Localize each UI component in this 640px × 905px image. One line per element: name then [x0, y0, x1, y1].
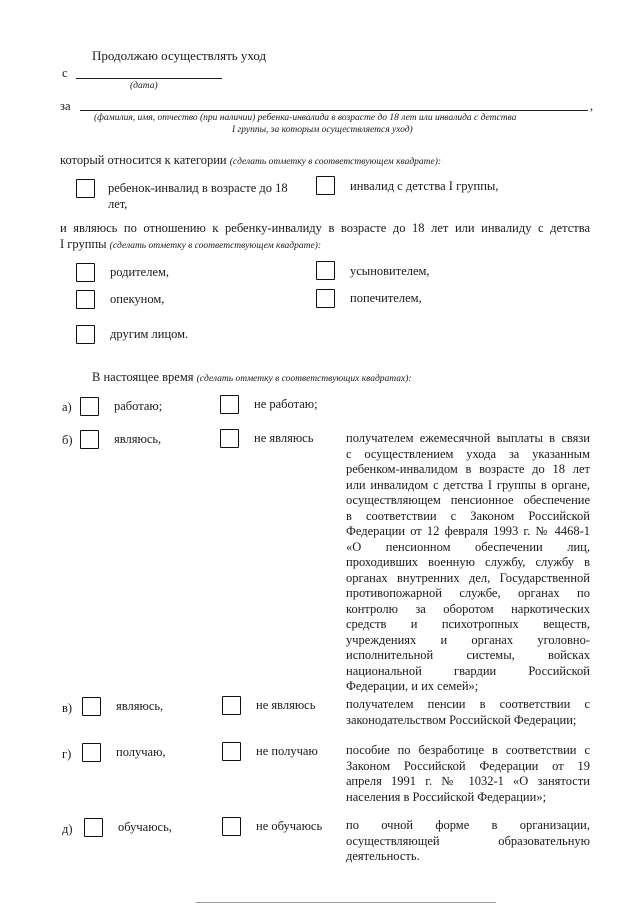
- for-label: за: [60, 99, 71, 113]
- status-row-b-yes-label: являюсь,: [114, 432, 162, 446]
- person-name-input-line[interactable]: [80, 110, 588, 111]
- description-line: «О пенсионном обеспечении лиц,: [346, 539, 590, 554]
- description-line: осуществляющем пенсионное обеспечение: [346, 493, 590, 507]
- description-line: или инвалидом с детства I группы в органе,: [346, 477, 590, 492]
- description-line: апреля 1991 г. № 1032-1 «О занятости: [346, 774, 590, 788]
- status-row-b-yes-checkbox[interactable]: [80, 430, 99, 449]
- description-line: осуществляющей образовательную: [346, 833, 590, 848]
- status-row-e-description: [346, 818, 590, 865]
- status-row-d-no-checkbox[interactable]: [222, 742, 241, 761]
- relation-other-label: другим лицом.: [110, 327, 189, 341]
- category-hint: (сделать отметку в соответствующем квадрате):: [229, 157, 442, 167]
- description-line: органах внутренних дел, Государственной: [346, 570, 590, 585]
- person-hint-line2: I группы, за которым осуществляется уход): [232, 125, 413, 135]
- status-intro: [92, 370, 412, 385]
- description-line: противопожарной службе, органах по: [346, 586, 590, 600]
- status-row-a-yes-label: работаю;: [114, 399, 163, 413]
- description-line: населения в Российской Федерации»;: [346, 789, 547, 804]
- status-row-d-no-label: не получаю: [256, 744, 318, 758]
- relation-other-checkbox[interactable]: [76, 325, 95, 344]
- description-line: проходивших военную службу, службу в: [346, 555, 590, 569]
- trailing-comma: ,: [590, 99, 594, 113]
- status-hint: (сделать отметку в соответствующих квадратах):: [196, 374, 412, 384]
- description-line: в соответствии с Законом Российской: [346, 508, 590, 523]
- category-disabled-checkbox[interactable]: [316, 176, 335, 195]
- status-row-c-yes-label: являюсь,: [116, 699, 164, 713]
- status-row-a-yes-checkbox[interactable]: [80, 397, 99, 416]
- status-row-c-letter: в): [62, 701, 73, 715]
- category-question: [60, 153, 441, 168]
- relation-guardian-label: опекуном,: [110, 292, 165, 306]
- status-row-e-no-checkbox[interactable]: [222, 817, 241, 836]
- description-line: пособие по безработице в соответствии с: [346, 743, 590, 757]
- description-line: Федерации от 12 февраля 1993 г. № 4468-1: [346, 524, 590, 538]
- status-row-d-yes-checkbox[interactable]: [82, 743, 101, 762]
- relation-adopter-checkbox[interactable]: [316, 261, 335, 280]
- date-input-line[interactable]: [76, 78, 222, 79]
- category-question-text: который относится к категории: [60, 153, 227, 167]
- category-child-line2: лет,: [108, 197, 128, 211]
- status-intro-text: В настоящее время: [92, 370, 194, 384]
- status-row-d-yes-label: получаю,: [116, 745, 166, 759]
- status-row-b-no-checkbox[interactable]: [220, 429, 239, 448]
- relation-line2-text: I группы: [60, 237, 107, 251]
- description-line: законодательством Российской Федерации;: [346, 712, 577, 727]
- category-disabled-label: инвалид с детства I группы,: [350, 179, 499, 193]
- status-row-a-no-checkbox[interactable]: [220, 395, 239, 414]
- relation-parent-checkbox[interactable]: [76, 263, 95, 282]
- status-row-c-no-label: не являюсь: [256, 698, 316, 712]
- description-line: Федерации, и их семей»;: [346, 679, 479, 693]
- from-label: с: [62, 66, 68, 80]
- status-row-e-no-label: не обучаюсь: [256, 819, 323, 833]
- relation-trustee-label: попечителем,: [350, 291, 422, 305]
- status-row-a-no-label: не работаю;: [254, 397, 318, 411]
- page-bottom-rule: [196, 902, 496, 903]
- description-line: Законом Российской Федерации от 19: [346, 758, 590, 773]
- person-hint-line1: (фамилия, имя, отчество (при наличии) ребенка-инвалида в возрасте до 18 лет или инвалида с детства: [94, 113, 517, 123]
- description-line: исполнительной системы, войсках: [346, 648, 590, 662]
- description-line: средств и психотропных веществ,: [346, 617, 590, 631]
- status-row-c-description: [346, 697, 590, 728]
- continue-care-heading: Продолжаю осуществлять уход: [92, 48, 267, 63]
- status-row-e-yes-checkbox[interactable]: [84, 818, 103, 837]
- relation-parent-label: родителем,: [110, 265, 170, 279]
- relation-statement-line1: и являюсь по отношению к ребенку-инвалиду в возрасте до 18 лет или инвалиду с детства: [60, 221, 590, 235]
- status-row-e-letter: д): [62, 822, 73, 836]
- category-child-line1: ребенок-инвалид в возрасте до 18: [108, 181, 288, 195]
- relation-guardian-checkbox[interactable]: [76, 290, 95, 309]
- description-line: получателем ежемесячной выплаты в связи: [346, 431, 590, 445]
- relation-trustee-checkbox[interactable]: [316, 289, 335, 308]
- relation-statement-line2: [60, 237, 321, 252]
- status-row-c-yes-checkbox[interactable]: [82, 697, 101, 716]
- relation-adopter-label: усыновителем,: [350, 264, 430, 278]
- category-child-label: [108, 180, 304, 212]
- status-row-e-yes-label: обучаюсь,: [118, 820, 172, 834]
- status-row-b-letter: б): [62, 433, 73, 447]
- status-row-d-letter: г): [62, 747, 72, 761]
- status-row-b-description: [346, 431, 590, 695]
- description-line: по очной форме в организации,: [346, 818, 590, 832]
- description-line: с осуществлением ухода за указанным: [346, 446, 590, 461]
- description-line: ребенком-инвалидом в возрасте до 18 лет: [346, 462, 590, 476]
- description-line: контролю за оборотом наркотических: [346, 601, 590, 616]
- status-row-a-letter: а): [62, 400, 72, 414]
- status-row-b-no-label: не являюсь: [254, 431, 314, 445]
- description-line: учреждениях и органах уголовно-: [346, 632, 590, 647]
- date-hint: (дата): [130, 81, 158, 91]
- description-line: получателем пенсии в соответствии с: [346, 697, 590, 711]
- relation-hint: (сделать отметку в соответствующем квадрате):: [109, 241, 321, 251]
- status-row-c-no-checkbox[interactable]: [222, 696, 241, 715]
- status-row-d-description: [346, 743, 590, 805]
- category-child-checkbox[interactable]: [76, 179, 95, 198]
- description-line: деятельность.: [346, 849, 420, 863]
- description-line: национальной гвардии Российской: [346, 663, 590, 678]
